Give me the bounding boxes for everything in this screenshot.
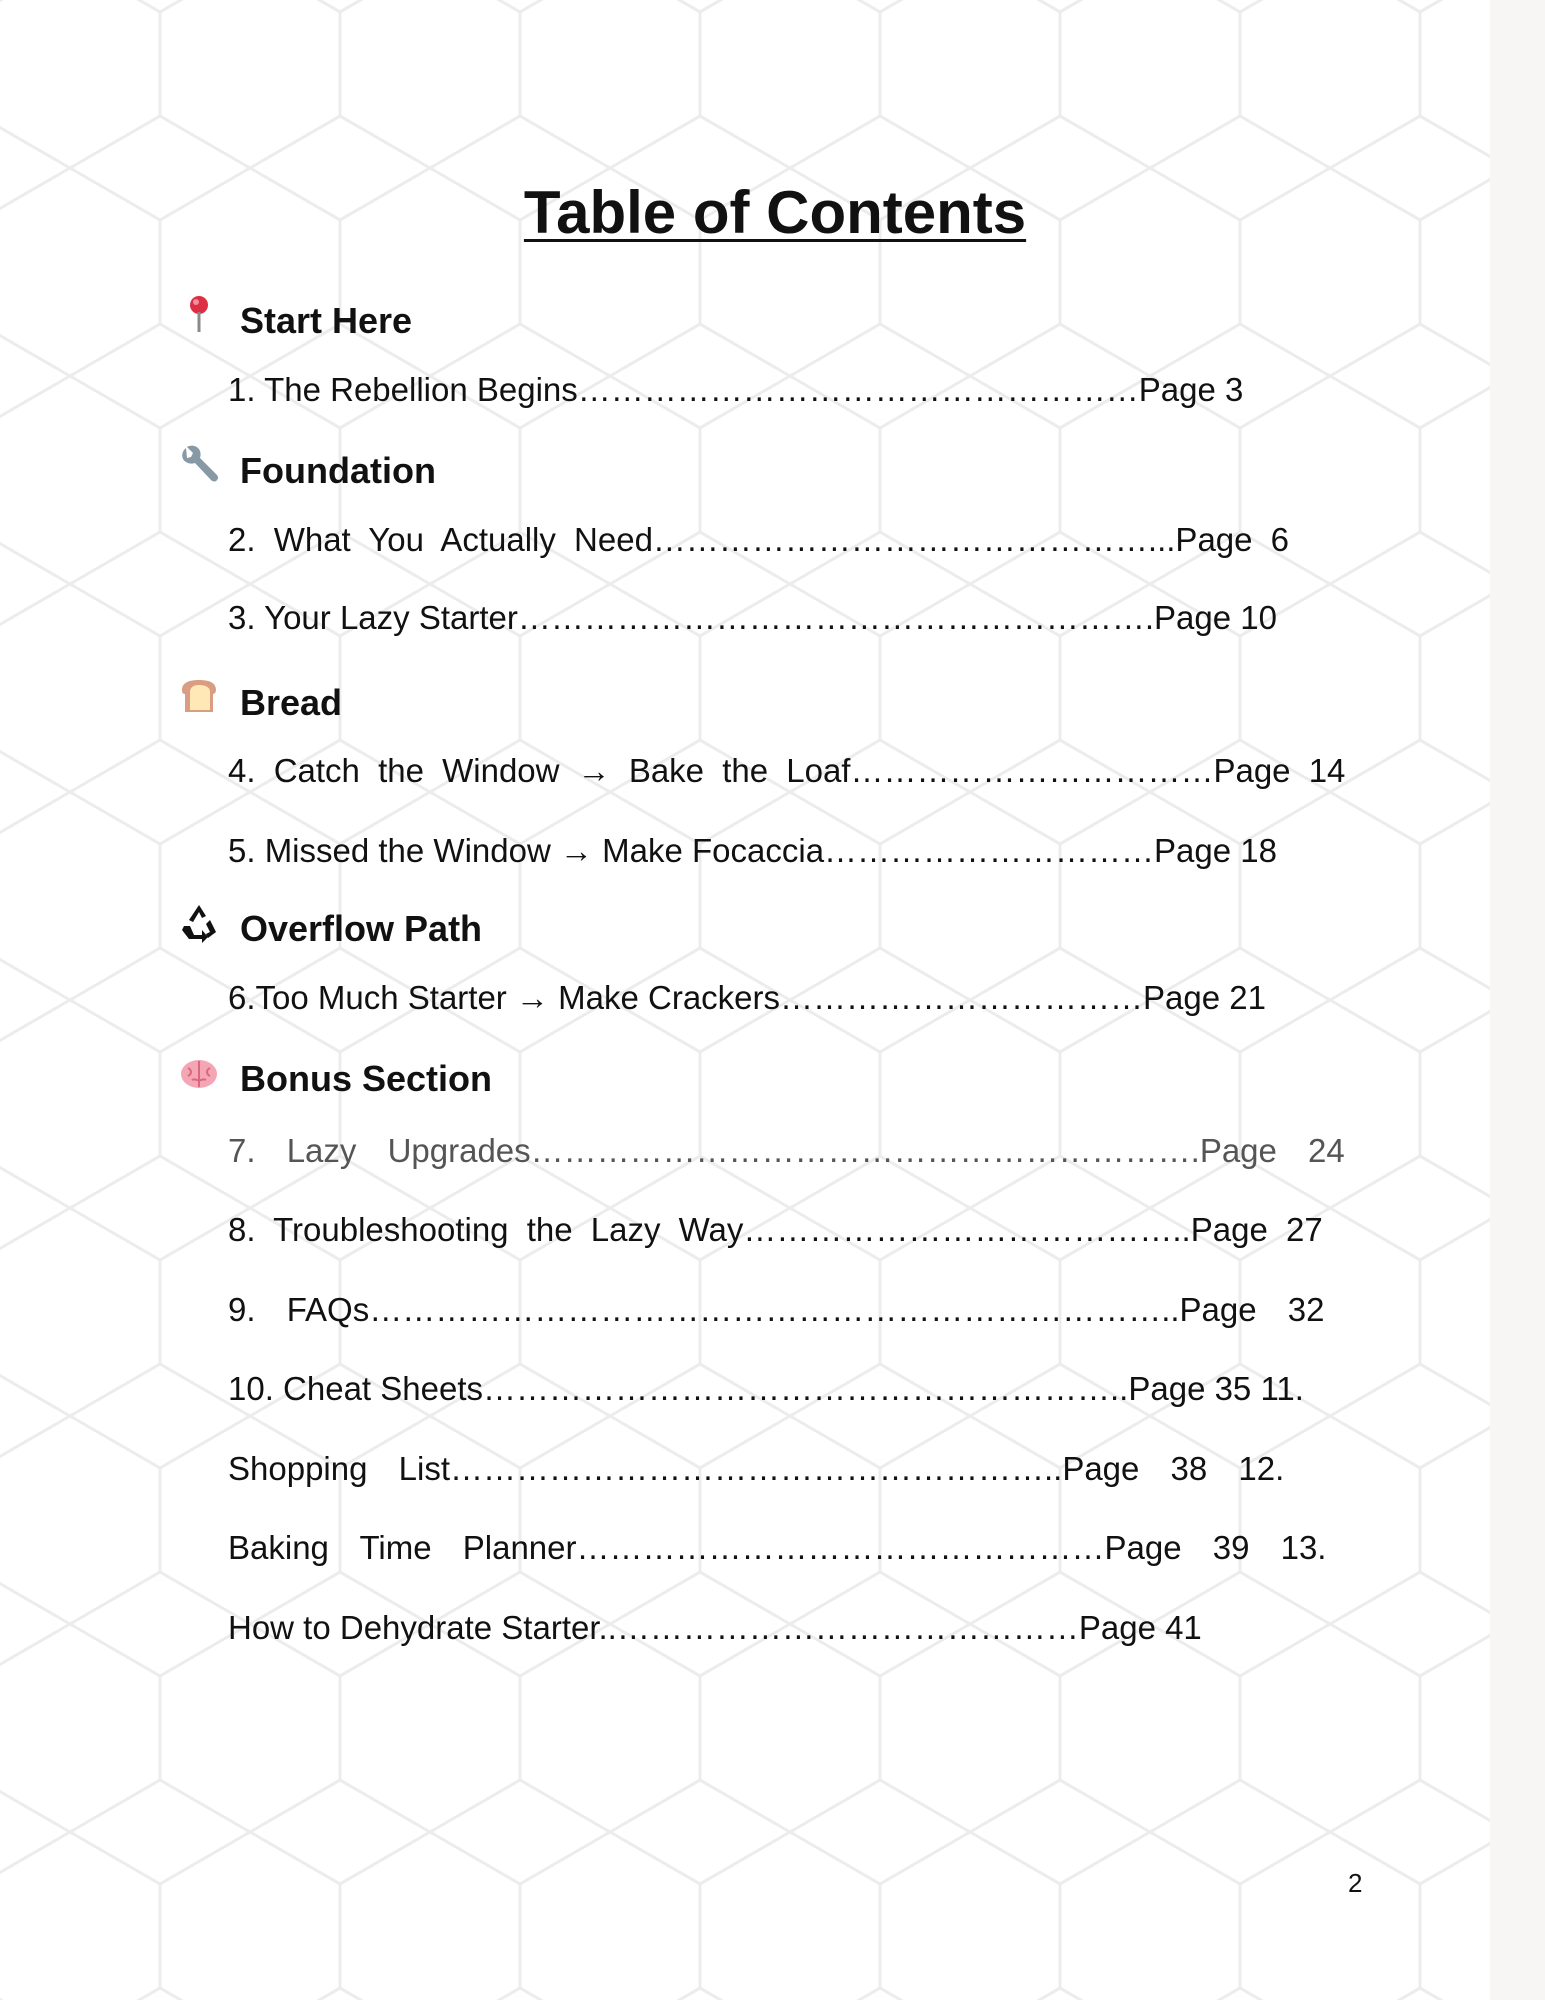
- toc-entry[interactable]: 3. Your Lazy Starter………………………………………………….Page 10: [228, 599, 1277, 636]
- toc-entry[interactable]: 1. The Rebellion Begins……………………………………………Page 3: [228, 371, 1244, 408]
- toc-entry[interactable]: Shopping List………………………………………………..Page 38 12.: [228, 1450, 1285, 1487]
- page-title: Table of Contents: [523, 179, 1027, 246]
- toc-entry[interactable]: 5. Missed the Window → Make Focaccia…………………………Page 18: [228, 832, 1277, 869]
- toc-entry[interactable]: 6.Too Much Starter → Make Crackers……………………………Page 21: [228, 979, 1266, 1016]
- bread-icon: [178, 676, 220, 718]
- toc-entry[interactable]: 10. Cheat Sheets…………………………………………………..Page 35 11.: [228, 1370, 1304, 1407]
- toc-entry[interactable]: 7. Lazy Upgrades…………………………………………………….Page 24: [228, 1132, 1345, 1169]
- pushpin-icon: [178, 294, 220, 336]
- toc-entry[interactable]: How to Dehydrate Starter..……………………………………Page 41: [228, 1609, 1202, 1646]
- section-heading-foundation: Foundation: [240, 450, 436, 491]
- section-heading-bread: Bread: [240, 682, 343, 723]
- toc-entry[interactable]: 2. What You Actually Need………………………………………...Page 6: [228, 521, 1290, 558]
- wrench-icon: [178, 444, 220, 486]
- toc-entry[interactable]: Baking Time Planner…………………………………………Page 39 13.: [228, 1529, 1327, 1566]
- toc-entry[interactable]: 4. Catch the Window → Bake the Loaf……………………………Page 14: [228, 752, 1346, 789]
- toc-entry[interactable]: 9. FAQs………………………………………………………………..Page 32: [228, 1291, 1325, 1328]
- section-heading-bonus-section: Bonus Section: [240, 1058, 493, 1099]
- toc-entry[interactable]: 8. Troubleshooting the Lazy Way…………………………………..Page 27: [228, 1211, 1323, 1248]
- section-heading-start-here: Start Here: [240, 300, 413, 341]
- page-number: 2: [1348, 1868, 1363, 1898]
- section-heading-overflow-path: Overflow Path: [240, 908, 483, 949]
- recycle-icon: [178, 902, 220, 944]
- brain-icon: [178, 1054, 220, 1096]
